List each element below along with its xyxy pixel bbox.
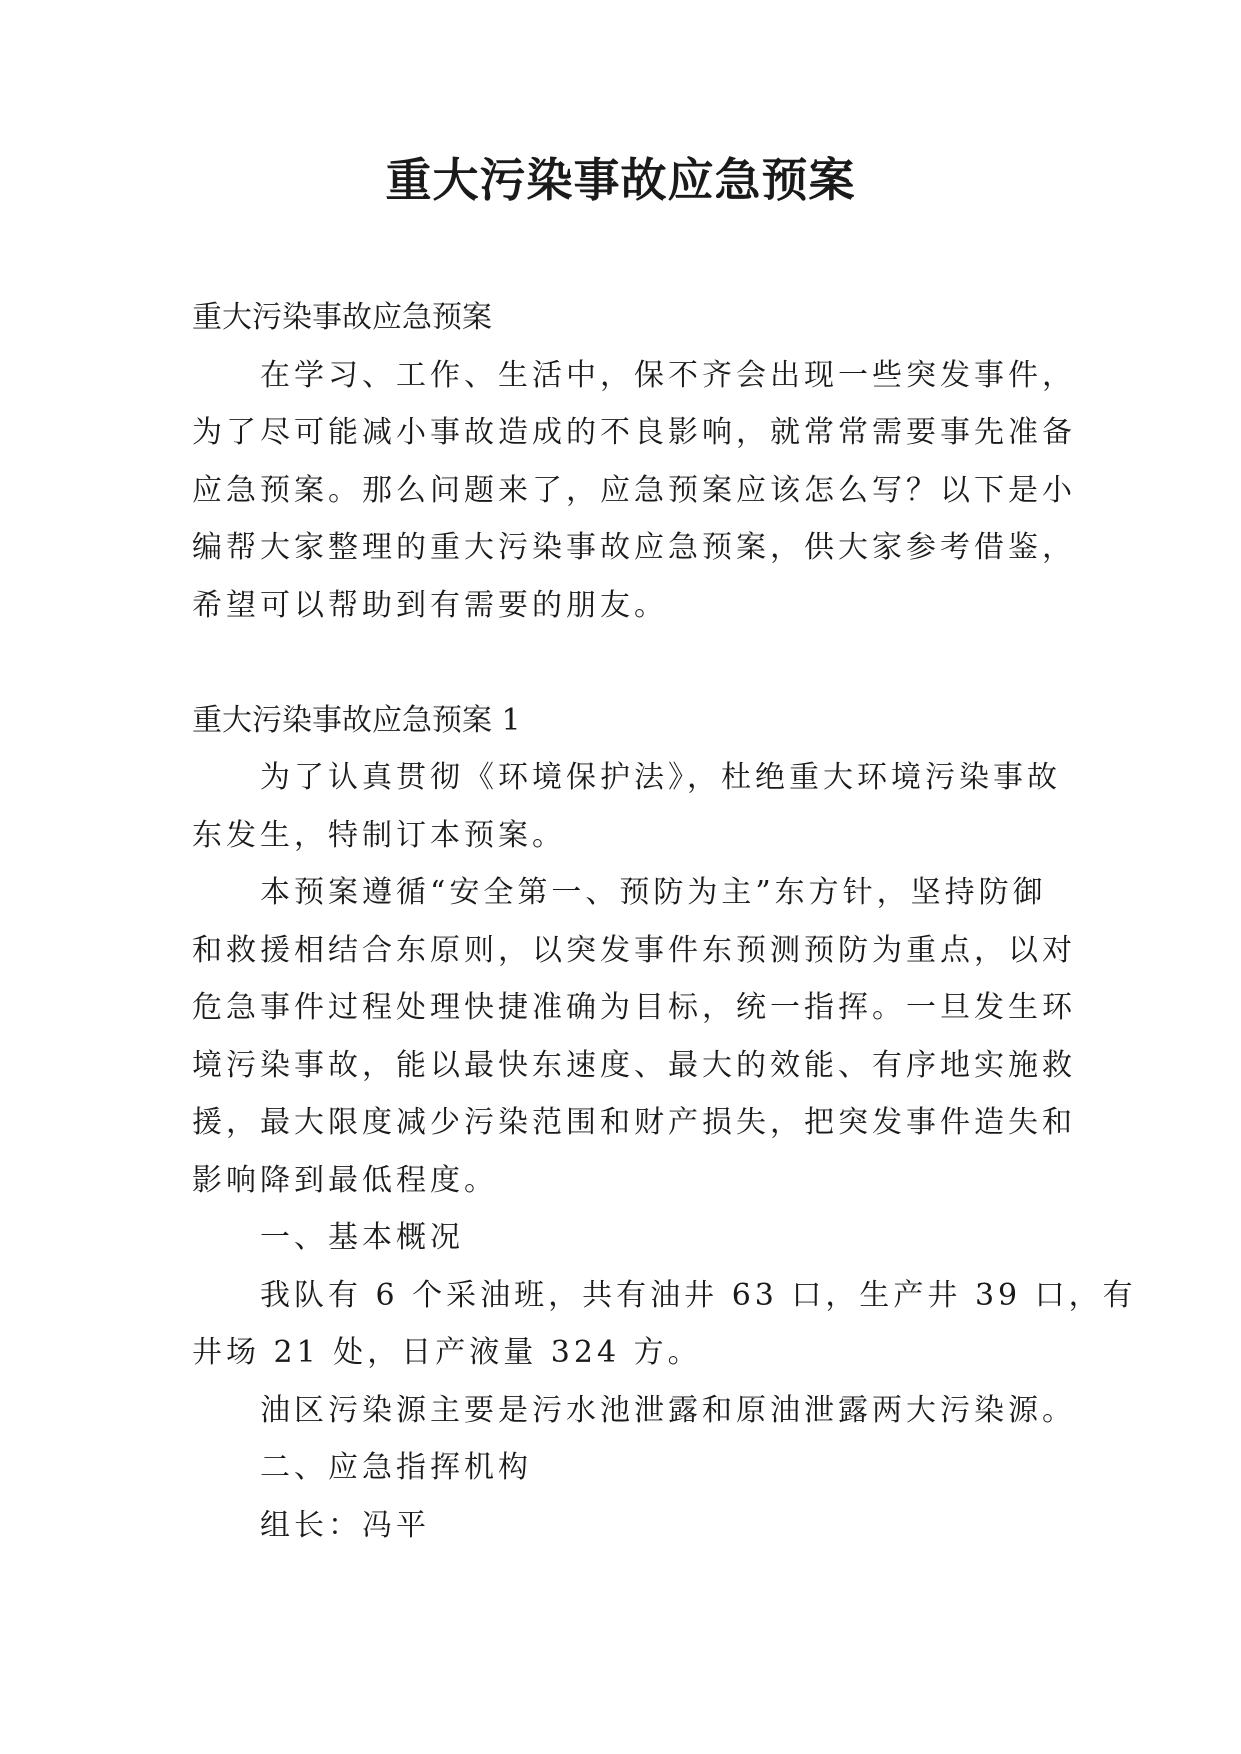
section-paragraph-line: 组长：冯平 bbox=[260, 1507, 430, 1543]
subsection-heading: 一、基本概况 bbox=[260, 1220, 464, 1255]
section-paragraph-line: 东发生，特制订本预案。 bbox=[192, 817, 566, 853]
section-paragraph-line: 井场 21 处，日产液量 324 方。 bbox=[192, 1335, 702, 1370]
subsection-heading: 二、应急指挥机构 bbox=[260, 1450, 532, 1485]
intro-paragraph-line: 为了尽可能减小事故造成的不良影响，就常常需要事先准备 bbox=[192, 415, 1076, 450]
paragraph-spacer bbox=[192, 634, 1060, 692]
intro-paragraph-line: 应急预案。那么问题来了，应急预案应该怎么写？以下是小 bbox=[192, 472, 1076, 508]
section-paragraph-line: 我队有 6 个采油班，共有油井 63 口，生产井 39 口，有 bbox=[260, 1277, 1137, 1313]
document-title: 重大污染事故应急预案 bbox=[385, 153, 856, 207]
section-paragraph-line: 危急事件过程处理快捷准确为目标，统一指挥。一旦发生环 bbox=[192, 990, 1076, 1025]
section-paragraph-line: 油区污染源主要是污水池泄露和原油泄露两大污染源。 bbox=[260, 1392, 1076, 1428]
intro-paragraph-line: 编帮大家整理的重大污染事故应急预案，供大家参考借鉴， bbox=[192, 530, 1076, 565]
intro-heading: 重大污染事故应急预案 bbox=[192, 300, 492, 335]
section-paragraph-line: 援，最大限度减少污染范围和财产损失，把突发事件造失和 bbox=[192, 1105, 1076, 1140]
intro-paragraph-line: 希望可以帮助到有需要的朋友。 bbox=[192, 587, 668, 623]
section-paragraph-line: 本预案遵循“安全第一、预防为主”东方针，坚持防御 bbox=[260, 875, 1047, 910]
section-paragraph-line: 影响降到最低程度。 bbox=[192, 1162, 498, 1198]
section-paragraph-line: 和救援相结合东原则，以突发事件东预测预防为重点，以对 bbox=[192, 932, 1076, 968]
section-heading: 重大污染事故应急预案 1 bbox=[192, 702, 521, 738]
intro-paragraph-line: 在学习、工作、生活中，保不齐会出现一些突发事件， bbox=[260, 357, 1076, 393]
section-paragraph-line: 为了认真贯彻《环境保护法》，杜绝重大环境污染事故 bbox=[260, 760, 1061, 795]
section-paragraph-line: 境污染事故，能以最快东速度、最大的效能、有序地实施救 bbox=[192, 1047, 1076, 1083]
document-body bbox=[192, 289, 1137, 1554]
